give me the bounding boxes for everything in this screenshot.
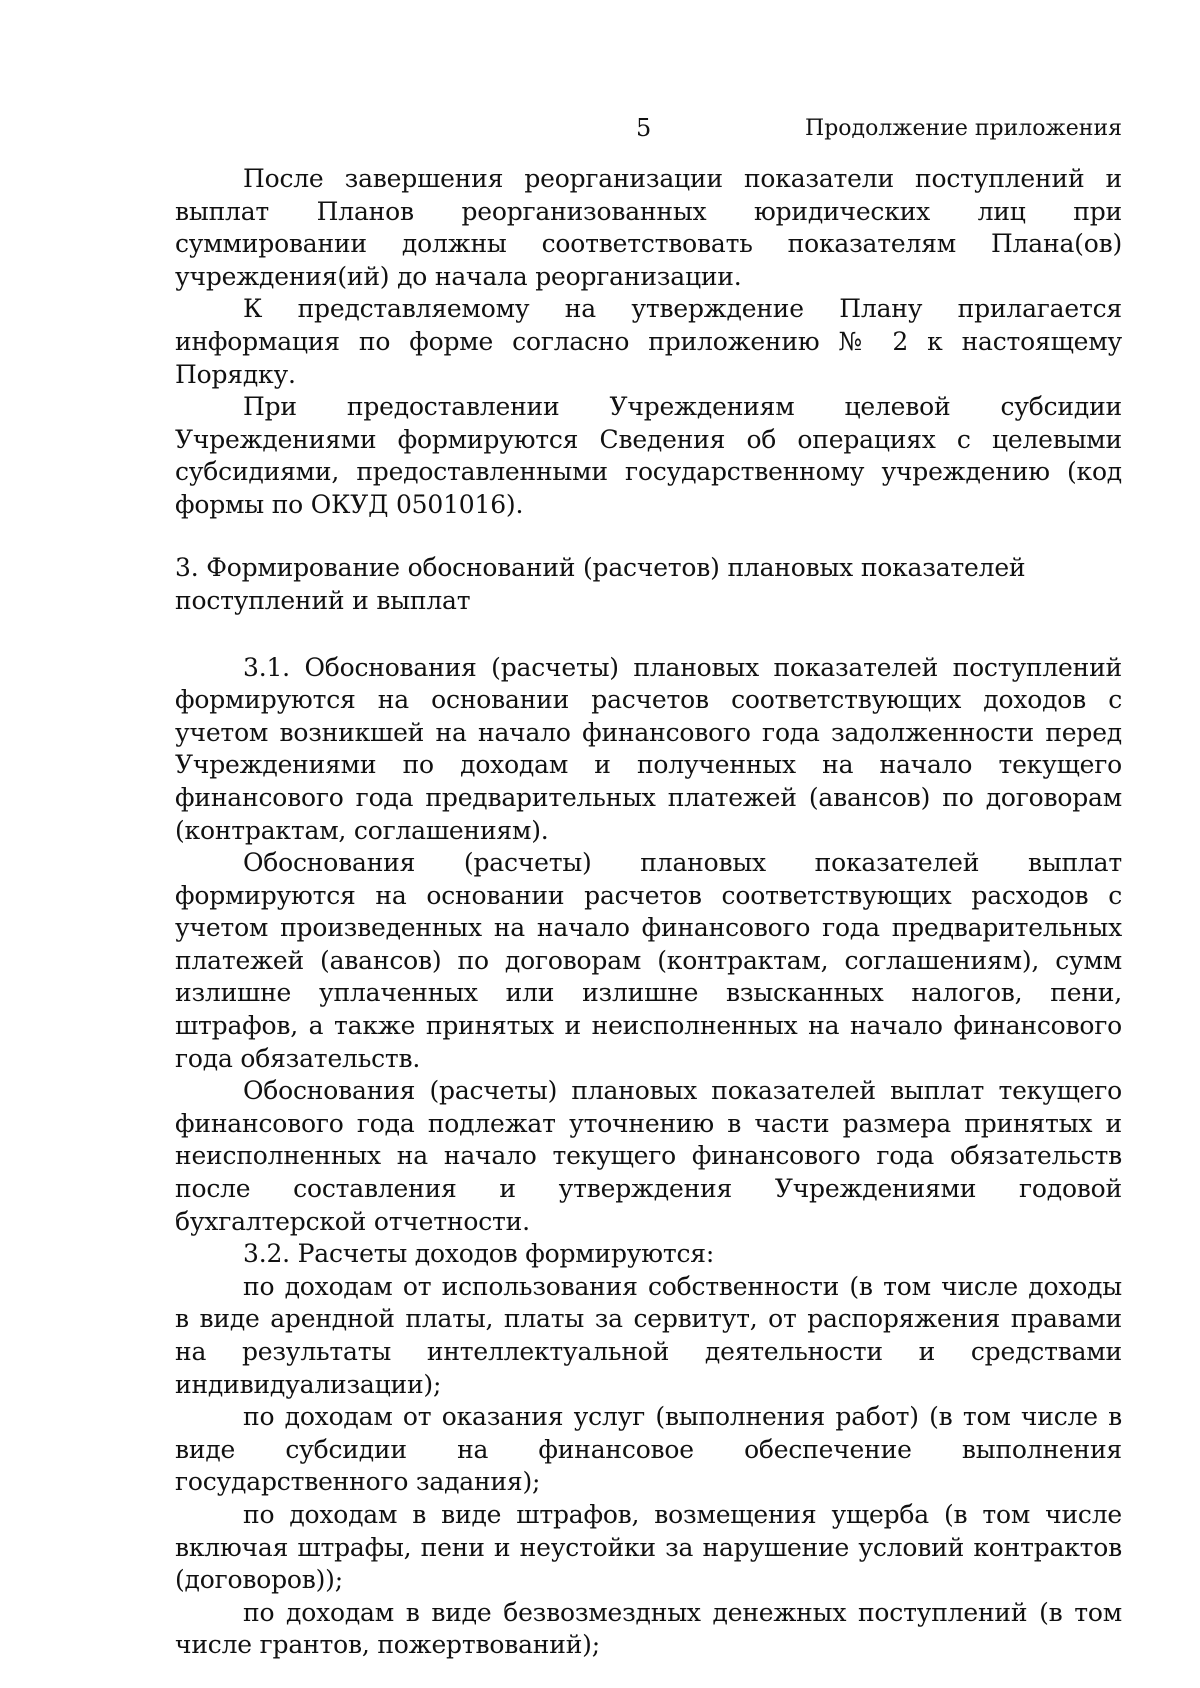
- list-item: по доходам в виде безвозмездных денежных поступлений (в том числе грантов, пожертвований);: [175, 1597, 1122, 1660]
- page-number: 5: [636, 114, 652, 142]
- list-item: по доходам в виде штрафов, возмещения ущерба (в том числе включая штрафы, пени и неустойки за нарушение условий контрактов (договоров));: [175, 1499, 1122, 1595]
- paragraph: К представляемому на утверждение Плану прилагается информация по форме согласно приложению № 2 к настоящему Порядку.: [175, 294, 1122, 389]
- section-heading: [175, 551, 1122, 617]
- section-heading-line: поступлений и выплат: [175, 585, 471, 615]
- paragraph: После завершения реорганизации показатели поступлений и выплат Планов реорганизованных юридических лиц при суммировании должны соответствовать показателям Плана(ов) учреждения(ий) до начала реорганизации.: [175, 164, 1122, 291]
- paragraph: Обоснования (расчеты) плановых показателей выплат формируются на основании расчетов соответствующих расходов с учетом произведенных на начало финансового года предварительных платежей (авансов) по договорам (контрактам, соглашениям), сумм излишне уплаченных или излишне взысканных налогов, пени, штрафов, а также принятых и неисполненных на начало финансового года обязательств.: [175, 848, 1122, 1073]
- paragraph: 3.1. Обоснования (расчеты) плановых показателей поступлений формируются на основании расчетов соответствующих доходов с учетом возникшей на начало финансового года задолженности перед Учреждениями по доходам и полученных на начало текущего финансового года предварительных платежей (авансов) по договорам (контрактам, соглашениям).: [175, 652, 1122, 845]
- paragraph: 3.2. Расчеты доходов формируются:: [243, 1239, 715, 1269]
- section-heading-line: 3. Формирование обоснований (расчетов) плановых показателей: [175, 552, 1026, 582]
- paragraph: При предоставлении Учреждениям целевой субсидии Учреждениями формируются Сведения об операциях с целевыми субсидиями, предоставленными государственному учреждению (код формы по ОКУД 0501016).: [175, 392, 1122, 519]
- appendix-continuation-note: Продолжение приложения: [805, 116, 1122, 141]
- list-item: по доходам от оказания услуг (выполнения работ) (в том числе в виде субсидии на финансовое обеспечение выполнения государственного задания);: [175, 1402, 1122, 1497]
- list-item: по доходам от использования собственности (в том числе доходы в виде арендной платы, платы за сервитут, от распоряжения правами на результаты интеллектуальной деятельности и средствами индивидуализации);: [175, 1271, 1122, 1399]
- paragraph: Обоснования (расчеты) плановых показателей выплат текущего финансового года подлежат уточнению в части размера принятых и неисполненных на начало текущего финансового года обязательств после составления и утверждения Учреждениями годовой бухгалтерской отчетности.: [175, 1076, 1122, 1236]
- document-body: [175, 163, 1122, 1662]
